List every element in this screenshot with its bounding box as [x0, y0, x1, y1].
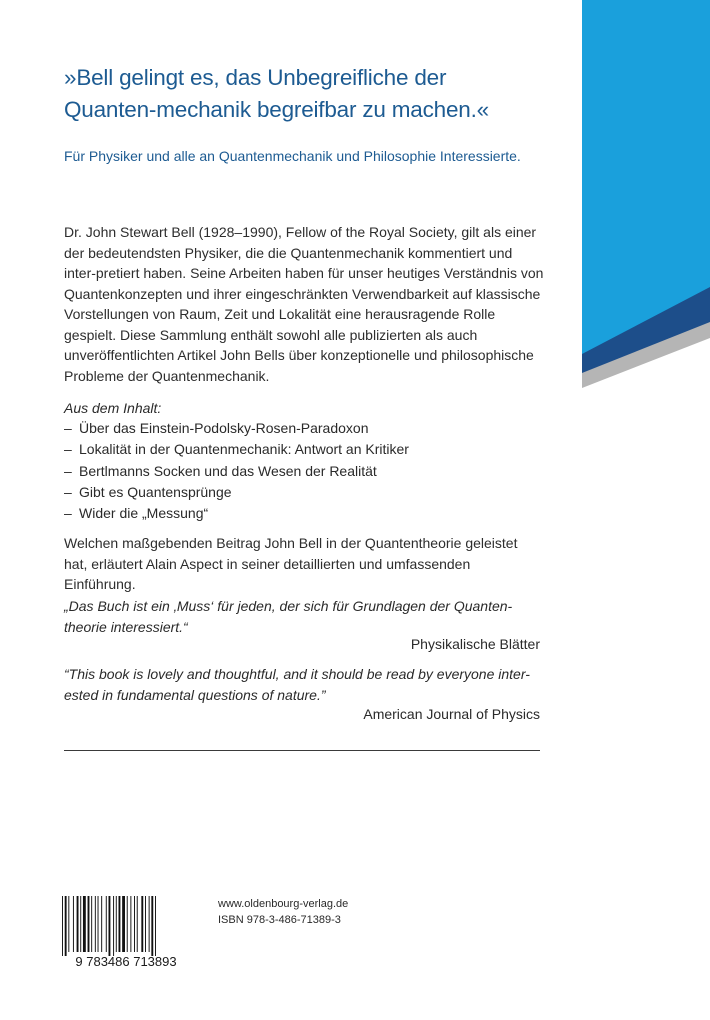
list-item: – Bertlmanns Socken und das Wesen der Realität	[64, 462, 377, 479]
barcode-bar	[127, 896, 128, 952]
barcode-bar	[134, 896, 135, 952]
review-source: American Journal of Physics	[363, 706, 540, 722]
barcode-bar	[149, 896, 150, 952]
accent-band-dark	[582, 285, 710, 373]
list-item: – Über das Einstein-Podolsky-Rosen-Paradoxon	[64, 420, 369, 436]
headline-quote: »Bell gelingt es, das Unbegreifliche der Quanten-mechanik begreifbar zu machen.«	[64, 65, 489, 122]
barcode-bar	[98, 896, 99, 952]
barcode-bar	[141, 896, 143, 952]
barcode-bars	[62, 896, 156, 956]
barcode-bar	[130, 896, 131, 952]
barcode-bar	[65, 896, 67, 956]
barcode-bar	[68, 896, 69, 952]
barcode-bar	[77, 896, 79, 952]
publisher-url: www.oldenbourg-verlag.de	[218, 898, 349, 910]
barcode-bar	[113, 896, 114, 956]
accent-band-gray	[582, 320, 710, 388]
barcode-bar	[80, 896, 81, 952]
barcode-bar	[155, 896, 156, 956]
barcode-bar	[109, 896, 111, 956]
barcode-bar	[88, 896, 90, 952]
barcode-bar	[145, 896, 146, 952]
contents-heading: Aus dem Inhalt:	[64, 400, 162, 416]
isbn-number: ISBN 978-3-486-71389-3	[218, 914, 341, 926]
accent-band-light	[582, 0, 710, 354]
review-quote: „Das Buch ist ein ‚Muss‘ für jeden, der sich für Grundlagen der Quanten-theorie interessiert.“	[64, 598, 513, 635]
barcode-bar	[95, 896, 96, 952]
barcode-bar	[119, 896, 121, 952]
list-item: – Gibt es Quantensprünge	[64, 483, 232, 500]
audience-line: Für Physiker und alle an Quantenmechanik und Philosophie Interessierte.	[64, 148, 521, 164]
review-source: Physikalische Blätter	[410, 636, 540, 652]
barcode-digits: 9 783486 713893	[75, 954, 177, 968]
barcode-bar	[116, 896, 117, 952]
aspect-paragraph: Welchen maßgebenden Beitrag John Bell in der Quantentheorie geleistet hat, erläutert Alain Aspect in seiner detaillierten und umfassenden Einführung.	[64, 535, 518, 592]
barcode-bar	[151, 896, 153, 956]
isbn-barcode	[60, 896, 192, 968]
publisher-info	[218, 896, 348, 928]
list-item: – Lokalität in der Quantenmechanik: Antwort an Kritiker	[64, 441, 409, 458]
barcode-bar	[83, 896, 86, 952]
barcode-bar	[137, 896, 138, 952]
contents-list	[64, 418, 540, 524]
barcode-bar	[91, 896, 92, 952]
divider-rule	[64, 750, 540, 751]
barcode-bar	[122, 896, 125, 952]
bio-paragraph: Dr. John Stewart Bell (1928–1990), Fellow of the Royal Society, gilt als einer der bedeutendsten Physiker, die die Quantenmechanik kommentiert und inter-pretiert haben. Seine Arbeiten haben für unser heutiges Verständnis von Quantenkonzepten und ihrer eingeschränkten Verwendbarkeit auf klassische Vorstellungen von Raum, Zeit und Lokalität eine herausragende Rolle gespielt. Diese Sammlung enthält sowohl alle publizierten als auch unveröffentlichten Artikel John Bells über konzeptionelle und philosophische Probleme der Quantenmechanik.	[64, 224, 544, 384]
barcode-bar	[62, 896, 63, 956]
review-quote: “This book is lovely and thoughtful, and it should be read by everyone inter-ested in fundamental questions of nature.”	[64, 666, 530, 703]
list-item: – Wider die „Messung“	[64, 505, 209, 522]
barcode-bar	[101, 896, 102, 952]
barcode-bar	[73, 896, 74, 952]
barcode-bar	[106, 896, 107, 952]
